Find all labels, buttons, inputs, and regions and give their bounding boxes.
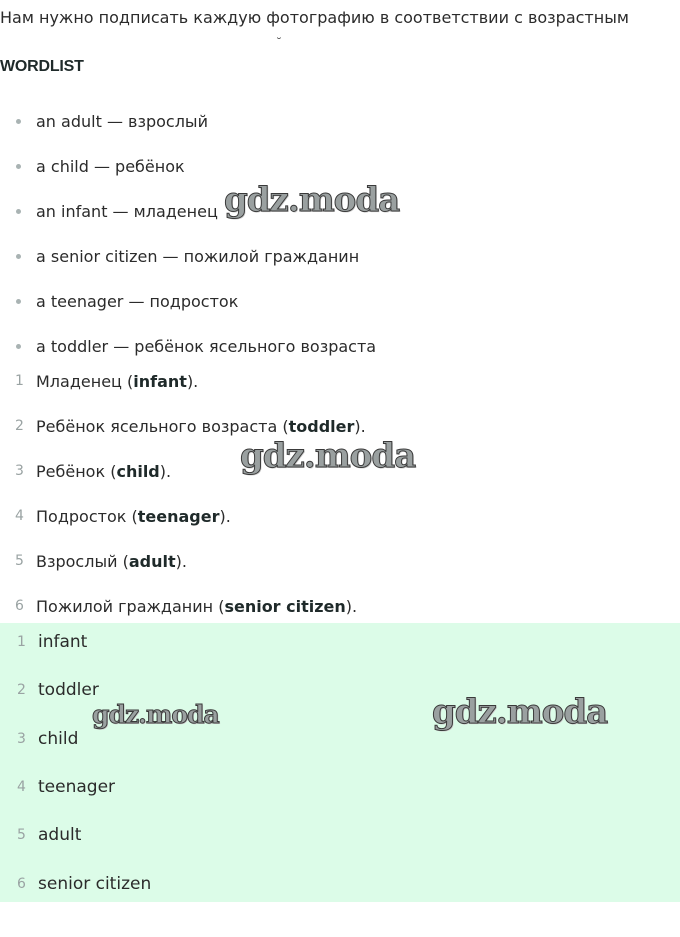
- final-answer-item: [17, 679, 99, 701]
- bullet-icon: [16, 344, 21, 349]
- final-answer-item: [17, 873, 151, 895]
- final-answer-number: 3: [17, 731, 26, 747]
- final-answer-word: child: [38, 729, 79, 749]
- answer-russian: Младенец: [36, 371, 122, 391]
- final-answer-number: 1: [17, 634, 26, 650]
- final-answer-number: 6: [17, 876, 26, 892]
- watermark: gdz.moda: [240, 436, 416, 476]
- wordlist-item-text: a senior citizen — пожилой гражданин: [36, 246, 360, 266]
- answer-russian: Взрослый: [36, 551, 118, 571]
- answer-russian: Пожилой гражданин: [36, 596, 214, 616]
- answer-number: 4: [15, 508, 24, 524]
- wordlist-item: [16, 110, 208, 132]
- answer-english: adult: [128, 551, 176, 571]
- bullet-icon: [16, 164, 21, 169]
- bullet-icon: [16, 254, 21, 259]
- final-answer-word: toddler: [38, 680, 99, 700]
- final-answer-item: [17, 631, 87, 653]
- wordlist-heading: WORDLIST: [0, 58, 84, 75]
- final-answer-item: [17, 728, 78, 750]
- answer-item: 1 Младенец ( infant ).: [15, 371, 199, 391]
- answer-number: 1: [15, 373, 24, 389]
- answer-russian: Ребёнок ясельного возраста: [36, 416, 278, 436]
- wordlist-item-text: a child — ребёнок: [36, 156, 185, 176]
- bullet-icon: [16, 209, 21, 214]
- final-answer-word: infant: [38, 632, 88, 652]
- final-answer-number: 2: [17, 682, 26, 698]
- answer-russian: Ребёнок: [36, 461, 106, 481]
- answer-item: 4 Подросток ( teenager ).: [15, 506, 231, 526]
- final-answer-number: 5: [17, 827, 26, 843]
- wordlist-item: [16, 335, 376, 357]
- answer-english: senior citizen: [224, 596, 346, 616]
- answer-item: 3 Ребёнок ( child ).: [15, 461, 172, 481]
- wordlist-item: [16, 155, 185, 177]
- final-answer-number: 4: [17, 779, 26, 795]
- final-answer-word: teenager: [38, 777, 116, 797]
- answer-item: 6 Пожилой гражданин ( senior citizen ).: [15, 596, 358, 616]
- wordlist-item: [16, 245, 359, 267]
- final-answer-box: [0, 623, 680, 902]
- answer-number: 3: [15, 463, 24, 479]
- bullet-icon: [16, 299, 21, 304]
- answer-english: teenager: [137, 506, 220, 526]
- wordlist-item: [16, 200, 218, 222]
- answer-item: 5 Взрослый ( adult ).: [15, 551, 187, 571]
- wordlist-item-text: a teenager — подросток: [36, 291, 239, 311]
- answer-english: infant: [133, 371, 187, 391]
- answer-english: toddler: [288, 416, 355, 436]
- watermark: gdz.moda: [224, 180, 400, 220]
- final-answer-item: [17, 824, 81, 846]
- wordlist-item: [16, 290, 238, 312]
- wordlist-item-text: an infant — младенец: [36, 201, 218, 221]
- answer-english: child: [116, 461, 160, 481]
- final-answer-word: senior citizen: [38, 874, 152, 894]
- final-answer-word: adult: [38, 825, 82, 845]
- final-answer-item: [17, 776, 115, 798]
- watermark: gdz.moda: [92, 700, 219, 729]
- answer-russian: Подросток: [36, 506, 127, 526]
- wordlist-item-text: an adult — взрослый: [36, 111, 208, 131]
- bullet-icon: [16, 119, 21, 124]
- answer-item: 2 Ребёнок ясельного возраста ( toddler ).: [15, 416, 366, 436]
- answer-number: 5: [15, 553, 24, 569]
- answer-number: 2: [15, 418, 24, 434]
- intro-text: Нам нужно подписать каждую фотографию в соответствии с возрастным: [0, 8, 629, 27]
- answer-number: 6: [15, 598, 24, 614]
- watermark: gdz.moda: [432, 692, 608, 732]
- wordlist-item-text: a toddler — ребёнок ясельного возраста: [36, 336, 377, 356]
